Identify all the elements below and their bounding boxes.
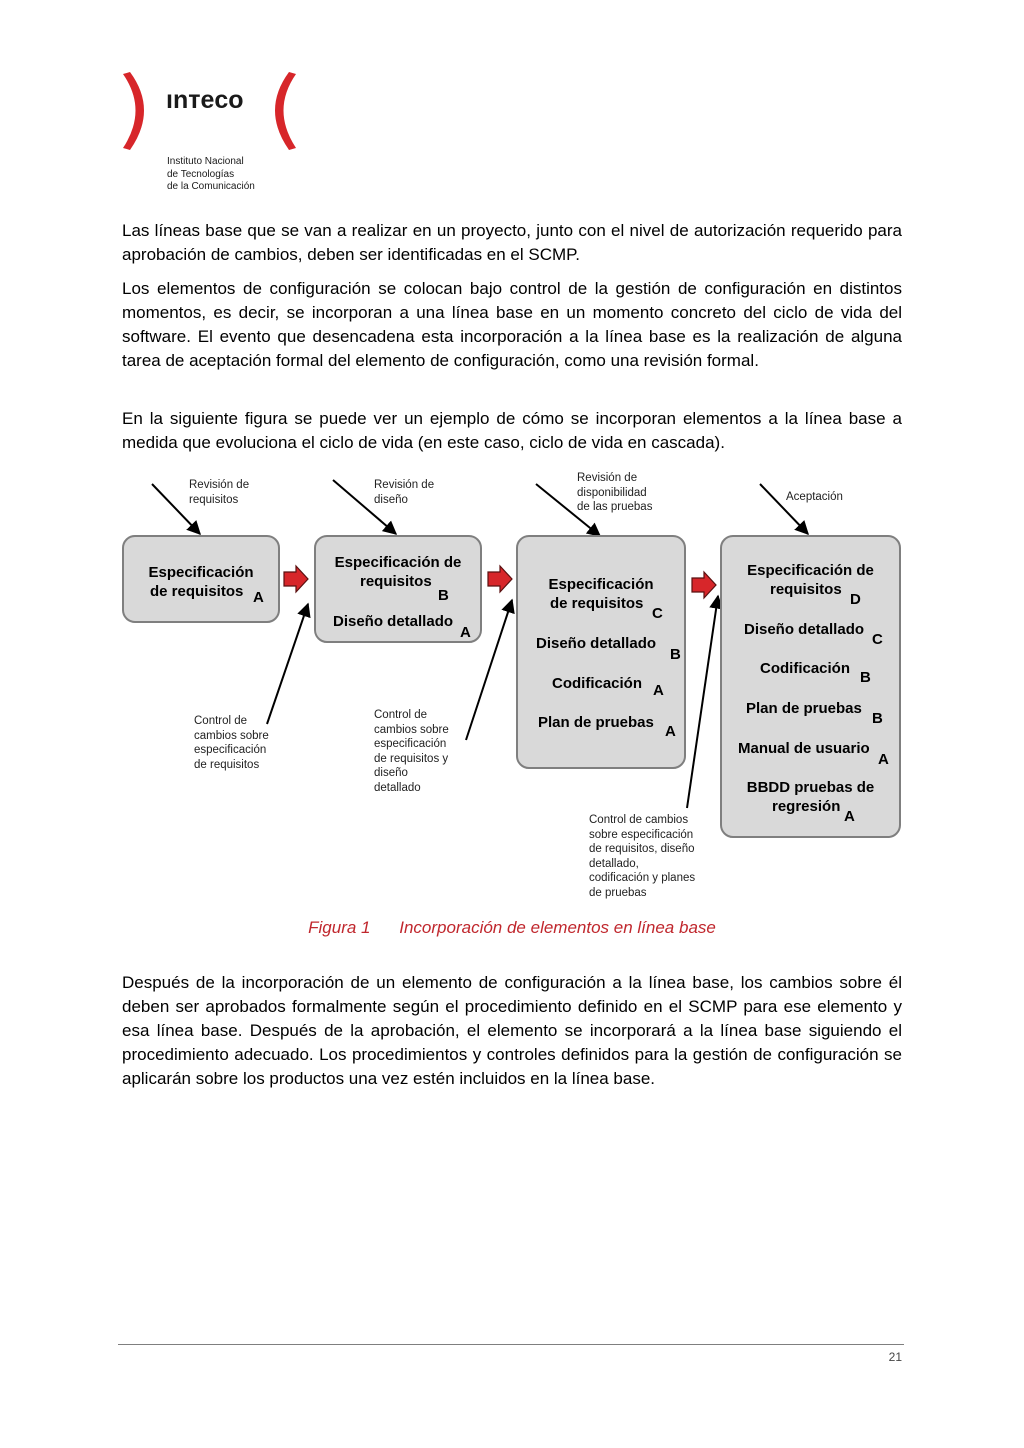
paragraph-1: Las líneas base que se van a realizar en un proyecto, junto con el nivel de autorización requerido para aprobación de cambios, deben ser identificadas en el SCMP. [122,221,902,264]
logo-subtitle: Instituto Nacional de Tecnologías de la Comunicación [167,156,255,192]
label-review-requirements: Revisión de requisitos [189,479,250,506]
arrow-control-1 [267,604,308,724]
label-review-tests: Revisión de disponibilidad de las pruebas [577,472,653,513]
label-control-3: Control de cambios sobre especificación de requisitos, diseño detallado, codificación y planes de pruebas [589,814,696,899]
figure-title: Incorporación de elementos en línea base [399,918,716,937]
red-arrow-3 [692,572,716,598]
baseline-box-b: Especificación de requisitos B Diseño detallado A [314,535,482,643]
paragraph-2: Los elementos de configuración se colocan bajo control de la gestión de configuración en distintos momentos, es decir, se incorporan a una línea base en un momento concreto del ciclo de vida del software. El evento que desencadena esta incorporación a la línea base es la realización de alguna tarea de aceptación formal del elemento de configuración, como una revisión formal. [122,279,902,370]
figure-number: Figura 1 [308,918,371,937]
label-acceptance: Aceptación [786,491,843,503]
figure-caption [0,918,1024,938]
logo-wordmark: ınтeco [166,86,244,114]
baseline-box-a: Especificación de requisitos A [122,535,280,623]
arrow-control-3 [687,596,718,808]
label-control-2: Control de cambios sobre especificación de requisitos y diseño detallado [374,709,449,794]
label-review-design: Revisión de diseño [374,479,435,506]
red-arrow-2 [488,566,512,592]
page-number: 21 [888,1350,902,1364]
baseline-box-d: Especificación de requisitos D Diseño detallado C Codificación B Plan de pruebas B Manual de usuario A BBDD pruebas de regresión A [720,535,901,838]
label-control-1: Control de cambios sobre especificación de requisitos [194,715,269,771]
baseline-box-c: Especificación de requisitos C Diseño detallado B Codificación A Plan de pruebas A [516,535,686,769]
red-arrow-1 [284,566,308,592]
paragraph-4: Después de la incorporación de un elemento de configuración a la línea base, los cambios sobre él deben ser aprobados formalmente según el procedimiento definido en el SCMP para ese elemento y esa línea base. Después de la aprobación, el elemento se incorporará a la línea base siguiendo el procedimiento adecuado. Los procedimientos y controles definidos para la gestión de configuración se aplicarán sobre los productos una vez estén incluidos en la línea base. [122,973,902,1088]
footer-divider [118,1344,904,1345]
paragraph-3: En la siguiente figura se puede ver un ejemplo de cómo se incorporan elementos a la línea base a medida que evoluciona el ciclo de vida (en este caso, ciclo de vida en cascada). [122,409,902,452]
